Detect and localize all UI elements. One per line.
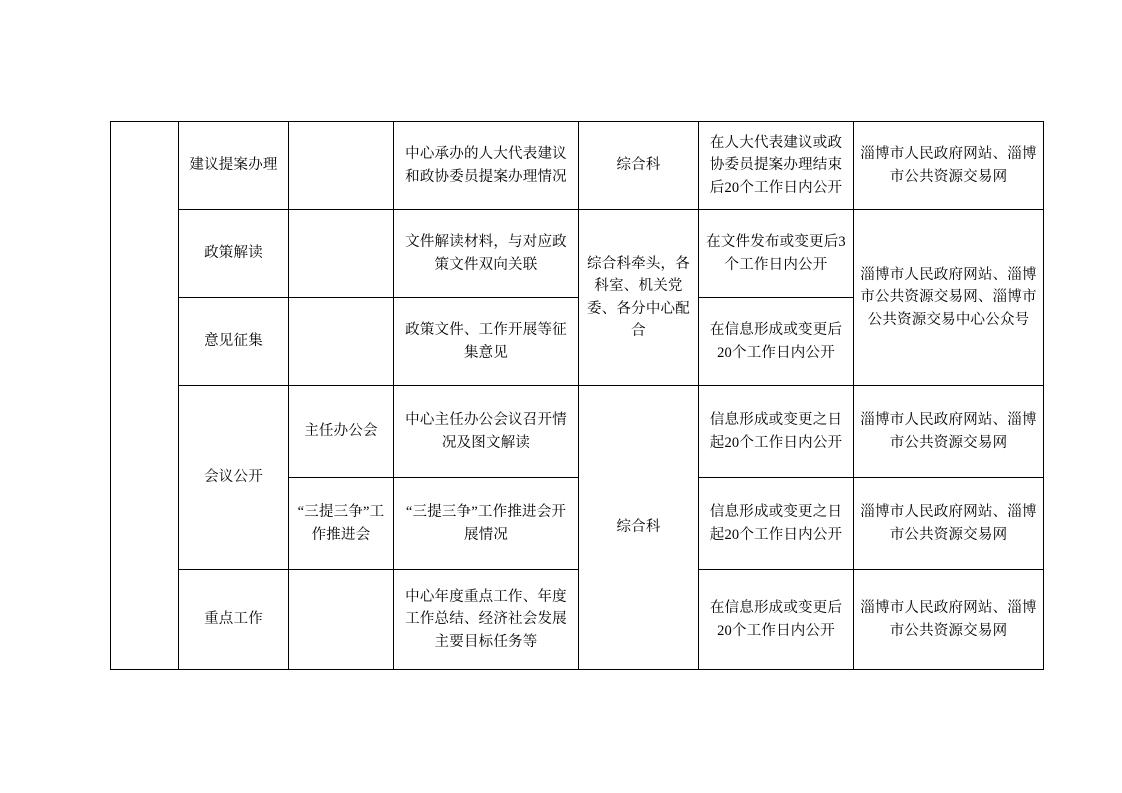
- sub-item-cell: [289, 122, 394, 210]
- sub-item-cell: [289, 210, 394, 298]
- content-cell: 中心主任办公会议召开情况及图文解读: [394, 386, 579, 478]
- sub-item-cell: “三提三争”工作推进会: [289, 478, 394, 570]
- deadline-cell: 在文件发布或变更后3个工作日内公开: [699, 210, 854, 298]
- content-cell: 政策文件、工作开展等征集意见: [394, 298, 579, 386]
- deadline-cell: 在人大代表建议或政协委员提案办理结束后20个工作日内公开: [699, 122, 854, 210]
- table-row: [111, 570, 1044, 670]
- sub-item-cell: 主任办公会: [289, 386, 394, 478]
- table-row: [111, 210, 1044, 298]
- row-index-cell: [111, 122, 179, 670]
- content-cell: 中心承办的人大代表建议和政协委员提案办理情况: [394, 122, 579, 210]
- item-name-cell: 政策解读: [179, 210, 289, 298]
- department-cell: 综合科牵头，各科室、机关党委、各分中心配合: [579, 210, 699, 386]
- deadline-cell: 在信息形成或变更后20个工作日内公开: [699, 570, 854, 670]
- channel-cell: 淄博市人民政府网站、淄博市公共资源交易网: [854, 386, 1044, 478]
- department-cell: 综合科: [579, 122, 699, 210]
- table-row: [111, 386, 1044, 478]
- item-name-cell: 建议提案办理: [179, 122, 289, 210]
- item-name-cell: 重点工作: [179, 570, 289, 670]
- sub-item-cell: [289, 298, 394, 386]
- department-cell: 综合科: [579, 386, 699, 670]
- item-name-cell: 意见征集: [179, 298, 289, 386]
- content-cell: “三提三争”工作推进会开展情况: [394, 478, 579, 570]
- content-cell: 文件解读材料，与对应政策文件双向关联: [394, 210, 579, 298]
- information-disclosure-table: [110, 121, 1044, 670]
- sub-item-cell: [289, 570, 394, 670]
- table-row: [111, 122, 1044, 210]
- channel-cell: 淄博市人民政府网站、淄博市公共资源交易网: [854, 122, 1044, 210]
- content-cell: 中心年度重点工作、年度工作总结、经济社会发展主要目标任务等: [394, 570, 579, 670]
- deadline-cell: 在信息形成或变更后20个工作日内公开: [699, 298, 854, 386]
- item-name-cell: 会议公开: [179, 386, 289, 570]
- table-container: [110, 121, 1037, 670]
- deadline-cell: 信息形成或变更之日起20个工作日内公开: [699, 386, 854, 478]
- channel-cell: 淄博市人民政府网站、淄博市公共资源交易网、淄博市公共资源交易中心公众号: [854, 210, 1044, 386]
- deadline-cell: 信息形成或变更之日起20个工作日内公开: [699, 478, 854, 570]
- channel-cell: 淄博市人民政府网站、淄博市公共资源交易网: [854, 570, 1044, 670]
- channel-cell: 淄博市人民政府网站、淄博市公共资源交易网: [854, 478, 1044, 570]
